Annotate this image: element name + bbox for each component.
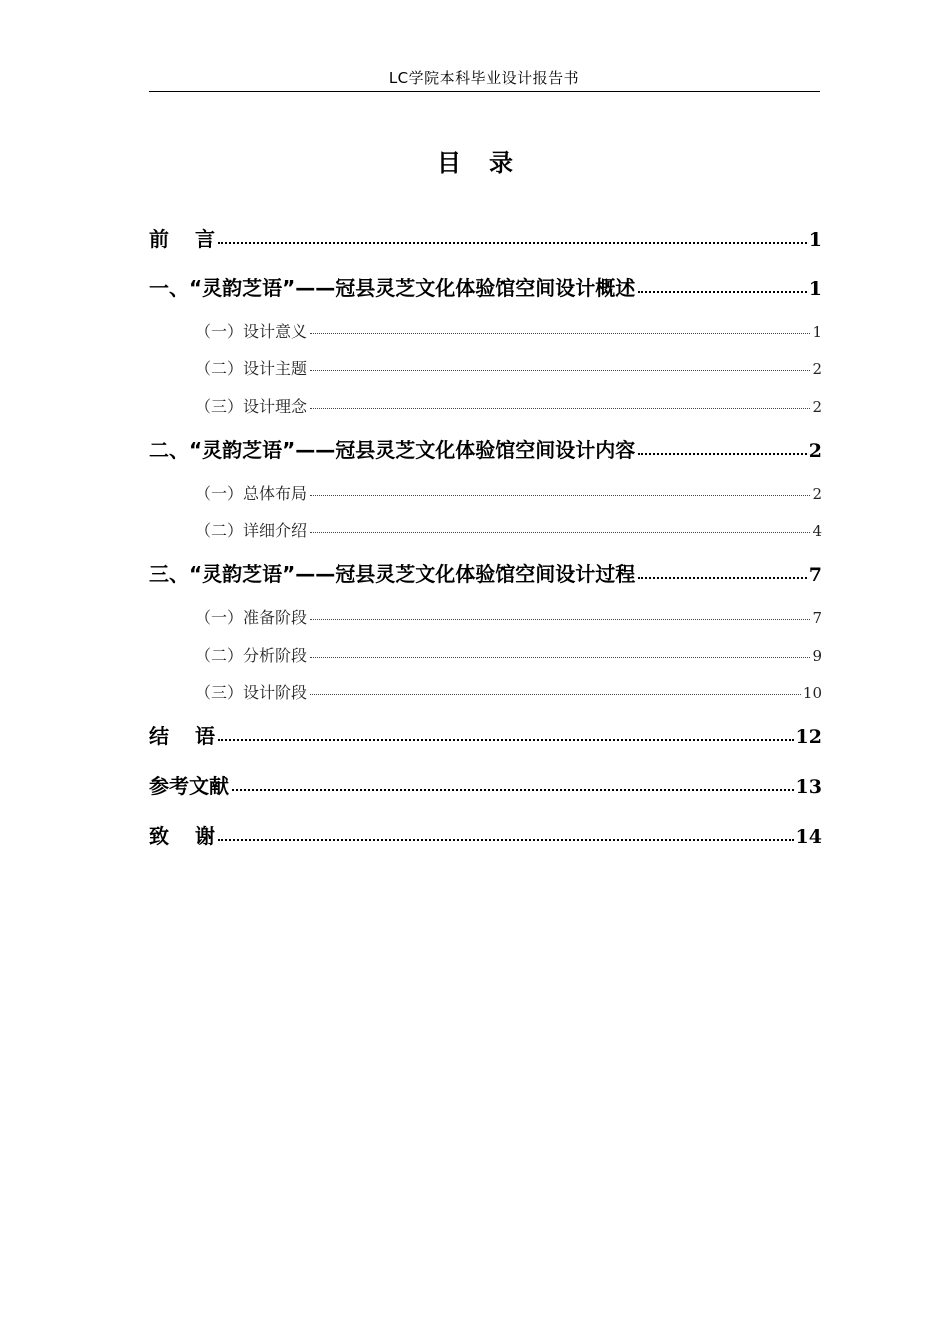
toc-page-number: 12 [795,726,822,748]
toc-page-number: 7 [812,609,822,627]
toc-entry-chapter-2[interactable] [149,435,822,465]
toc-title-char-2: 录 [489,149,513,177]
toc-title-char-1: 目 [437,149,461,177]
toc-dot-leader [310,396,810,412]
toc-entry-chapter-1[interactable] [149,273,822,303]
toc-dot-leader [638,437,806,457]
toc-entry-section-3-1[interactable] [195,606,822,630]
toc-entry-label: （二）设计主题 [195,359,308,378]
toc-entry-label: （二）详细介绍 [195,521,308,540]
toc-entry-label [149,821,215,851]
toc-page-number: 2 [812,360,822,378]
toc-page-number: 2 [808,440,822,462]
toc-label-char: 致 [149,824,169,848]
toc-label-char: 谢 [195,824,215,848]
toc-entry-conclusion[interactable] [149,721,822,751]
toc-entry-section-1-1[interactable] [195,320,822,344]
toc-page-number: 2 [812,485,822,503]
toc-entry-label: （一）准备阶段 [195,608,308,627]
toc-dot-leader [310,358,810,374]
toc-entry-label [149,721,215,751]
toc-entry-label: （一）总体布局 [195,484,308,503]
toc-title [0,146,950,180]
toc-entry-section-1-2[interactable] [195,357,822,381]
toc-page-number: 4 [812,522,822,540]
toc-page-number: 1 [808,229,822,251]
toc-entry-label: （三）设计阶段 [195,683,308,702]
toc-page-number: 14 [795,826,822,848]
toc-entry-section-2-1[interactable] [195,482,822,506]
toc-page-number: 1 [812,323,822,341]
toc-entry-label: 二、“灵韵芝语”——冠县灵芝文化体验馆空间设计内容 [149,438,636,462]
toc-entry-section-3-3[interactable] [195,681,822,705]
toc-label-char: 言 [195,227,215,251]
toc-dot-leader [310,483,810,499]
toc-dot-leader [218,226,807,246]
toc-label-char: 语 [195,724,215,748]
toc-page-number: 9 [812,647,822,665]
toc-dot-leader [232,773,794,793]
toc-entry-label: 一、“灵韵芝语”——冠县灵芝文化体验馆空间设计概述 [149,276,636,300]
toc-entry-section-3-2[interactable] [195,644,822,668]
toc-entry-label: （一）设计意义 [195,322,308,341]
toc-dot-leader [218,823,794,843]
toc-dot-leader [310,682,801,698]
toc-label-char: 前 [149,227,169,251]
toc-dot-leader [638,275,806,295]
toc-dot-leader [638,561,806,581]
toc-dot-leader [310,607,810,623]
toc-entry-label: （三）设计理念 [195,397,308,416]
toc-entry-label [149,224,215,254]
toc-entry-chapter-3[interactable] [149,559,822,589]
toc-entry-label: （二）分析阶段 [195,646,308,665]
toc-page-number: 10 [802,684,822,702]
toc-dot-leader [218,723,794,743]
toc-entry-label: 参考文献 [149,774,229,798]
toc-entry-section-1-3[interactable] [195,395,822,419]
toc-entry-references[interactable] [149,771,822,801]
toc-page-number: 1 [808,278,822,300]
toc-dot-leader [310,645,810,661]
toc-entry-acknowledgements[interactable] [149,821,822,851]
toc-label-char: 结 [149,724,169,748]
header-rule [149,91,820,92]
toc-entry-section-2-2[interactable] [195,519,822,543]
toc-page-number: 2 [812,398,822,416]
running-header: LC学院本科毕业设计报告书 [388,69,580,87]
toc-page-number: 7 [808,564,822,586]
toc-entry-label: 三、“灵韵芝语”——冠县灵芝文化体验馆空间设计过程 [149,562,636,586]
toc-entry-preface[interactable] [149,224,822,254]
toc-page-number: 13 [795,776,822,798]
toc-dot-leader [310,520,810,536]
toc-dot-leader [310,321,810,337]
